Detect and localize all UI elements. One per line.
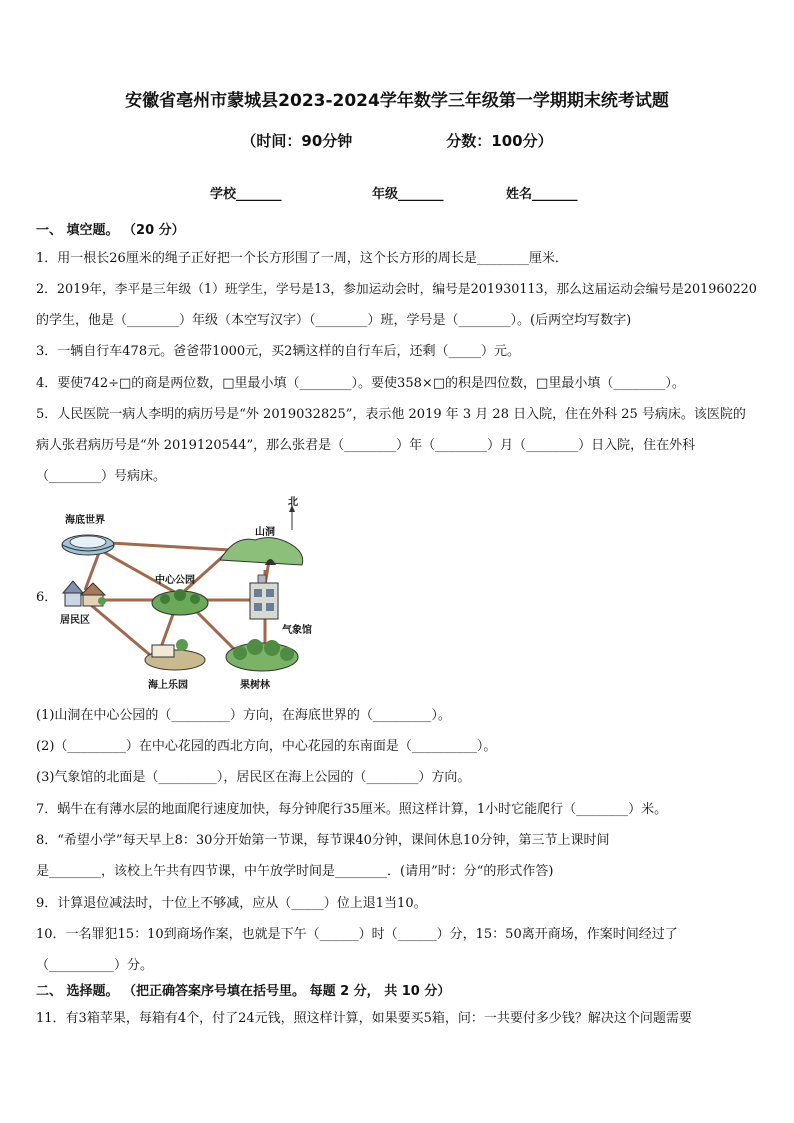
question-5-line-1: 5．人民医院一病人李明的病历号是“外 2019032825”，表示他 2019 年 3 月 28 日入院，住在外科 25 号病床。该医院的 <box>36 407 746 422</box>
grade-field[interactable]: 年级_______ <box>372 187 444 202</box>
label-residential: 居民区 <box>60 615 90 626</box>
sea-park-icon <box>145 639 205 670</box>
ocean-world-icon <box>62 535 114 555</box>
residential-houses-icon <box>63 581 106 606</box>
question-6-part-3: (3)气象馆的北面是（_________），居民区在海上公园的（________）方向。 <box>36 770 471 785</box>
map-illustration <box>40 495 340 695</box>
question-5-line-2: 病人张君病历号是“外 2019120544”，那么张君是（________）年（________）月（________）日入院，住在外科 <box>36 438 696 453</box>
question-7: 7．蜗牛在有薄水层的地面爬行速度加快，每分钟爬行35厘米。照这样计算，1小时它能爬行（________）米。 <box>36 802 668 817</box>
label-sea-park: 海上乐园 <box>148 680 188 691</box>
question-8-line-1: 8．“希望小学”每天早上8：30分开始第一节课，每节课40分钟，课间休息10分钟，第三节上课时间 <box>36 833 610 848</box>
school-field[interactable]: 学校_______ <box>210 187 282 202</box>
question-2-line-2: 的学生，他是（________）年级（本空写汉字）（________）班，学号是（________）。(后两空均写数字) <box>36 313 632 328</box>
question-5-line-3: （________）号病床。 <box>36 469 167 484</box>
north-arrow <box>288 496 298 530</box>
question-2-line-1: 2．2019年，李平是三年级（1）班学生，学号是13，参加运动会时，编号是201930113，那么这届运动会编号是201960220 <box>36 282 757 297</box>
north-label: 北 <box>288 497 298 508</box>
question-8-line-2: 是________，该校上午共有四节课，中午放学时间是________．(请用”时：分“的形式作答) <box>36 864 554 879</box>
cave-mountain-icon <box>220 538 303 565</box>
question-6-number: 6． <box>36 590 58 605</box>
orchard-icon <box>226 639 298 671</box>
question-3: 3．一辆自行车478元。爸爸带1000元，买2辆这样的自行车后，还剩（_____）元。 <box>36 344 520 359</box>
label-ocean-world: 海底世界 <box>65 515 105 526</box>
weather-station-icon <box>250 575 278 619</box>
section-heading-fill-blank: 一、 填空题。 （20 分） <box>36 223 185 238</box>
label-central-park: 中心公园 <box>155 575 195 586</box>
question-10-line-2: （__________）分。 <box>36 958 154 973</box>
section-heading-multiple-choice: 二、 选择题。 （把正确答案序号填在括号里。 每题 2 分， 共 10 分） <box>36 984 451 999</box>
question-4: 4．要使742÷□的商是两位数，□里最小填（________）。要使358×□的积是四位数，□里最小填（________）。 <box>36 376 685 391</box>
question-9: 9．计算退位减法时，十位上不够减，应从（_____）位上退1当10。 <box>36 896 427 911</box>
label-weather-station: 气象馆 <box>282 625 312 636</box>
question-11: 11．有3箱苹果，每箱有4个，付了24元钱，照这样计算，如果要买5箱，问：一共要付多少钱？解决这个问题需要 <box>36 1011 692 1026</box>
exam-subtitle: （时间：90分钟 分数：100分） <box>241 132 553 150</box>
question-6-part-1: (1)山洞在中心公园的（_________）方向，在海底世界的（_________）。 <box>36 708 451 723</box>
label-cave: 山洞 <box>255 527 275 538</box>
question-1: 1．用一根长26厘米的绳子正好把一个长方形围了一周，这个长方形的周长是________厘米． <box>36 251 568 266</box>
question-10-line-1: 10．一名罪犯15：10到商场作案，也就是下午（______）时（______）分，15：50离开商场，作案时间经过了 <box>36 927 678 942</box>
central-park-icon <box>152 589 208 615</box>
exam-title: 安徽省亳州市蒙城县2023-2024学年数学三年级第一学期期末统考试题 <box>125 91 669 111</box>
question-6-part-2: (2)（_________）在中心花园的西北方向，中心花园的东南面是（__________）。 <box>36 739 497 754</box>
name-field[interactable]: 姓名_______ <box>506 187 578 202</box>
label-orchard: 果树林 <box>240 680 270 691</box>
